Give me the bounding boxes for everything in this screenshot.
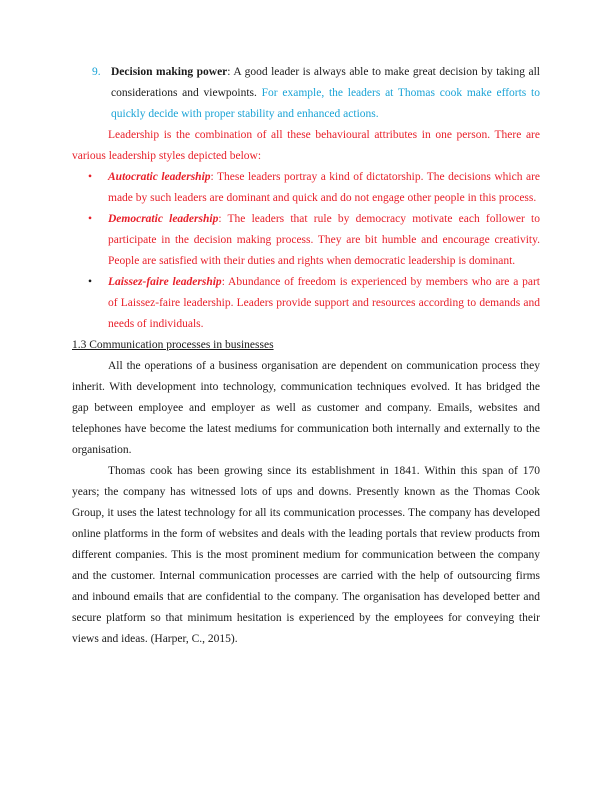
paragraph-communication-operations: All the operations of a business organisation are dependent on communication process they inherit. With development into technology, communication techniques evolved. It has bridged the gap between employee and employer as well as customer and company. Emails, websites and telephones have become the latest mediums for communication both internally and externally to the organisation. (72, 360, 540, 456)
list-item-laissez-faire (72, 272, 540, 335)
leadership-styles-list (72, 167, 540, 335)
bullet-icon: • (88, 171, 93, 183)
styles-intro-paragraph: Leadership is the combination of all these behavioural attributes in one person. There are various leadership styles depicted below: (72, 129, 540, 162)
section-heading: 1.3 Communication processes in businesses (72, 339, 274, 351)
style-term: Autocratic leadership (108, 171, 211, 183)
list-item-democratic (72, 209, 540, 272)
item-example: For example, the leaders at Thomas cook make efforts to quickly decide with proper stability and enhanced actions. (111, 87, 540, 120)
bullet-icon: • (88, 276, 93, 288)
item-term: Decision making power (111, 66, 228, 78)
style-text: : Abundance of freedom is experienced by members who are a part of Laissez-faire leadership. Leaders provide support and resources according to demands and needs of individuals. (108, 276, 540, 330)
style-term: Laissez-faire leadership (108, 276, 222, 288)
item-text: : A good leader is always able to make great decision by taking all considerations and viewpoints. (111, 66, 540, 99)
paragraph-thomas-cook: Thomas cook has been growing since its establishment in 1841. Within this span of 170 years; the company has witnessed lots of ups and downs. Presently known as the Thomas Cook Group, it uses the latest technology for all its communication processes. The company has developed online platforms in the form of websites and deals with the leading portals that review products from different companies. This is the most prominent medium for communication between the company and the customer. Internal communication processes are carried with the help of outsourcing firms and inbound emails that are confidential to the company. The organisation has developed better and secure platform so that minimum hesitation is experienced by the employees for conveying their views and ideas. (Harper, C., 2015). (72, 465, 540, 645)
list-item-autocratic (72, 167, 540, 209)
style-text: : The leaders that rule by democracy motivate each follower to participate in the decision making process. They are bit humble and encourage creativity. People are satisfied with their duties and rights when democratic leadership is dominant. (108, 213, 541, 267)
item-number: 9. (92, 66, 101, 78)
bullet-icon: • (88, 213, 93, 225)
style-text: : These leaders portray a kind of dictatorship. The decisions which are made by such leaders are dominant and quick and do not engage other people in this process. (108, 171, 541, 204)
style-term: Democratic leadership (108, 213, 219, 225)
document-body (72, 62, 540, 650)
numbered-item-decision-making (72, 62, 540, 125)
